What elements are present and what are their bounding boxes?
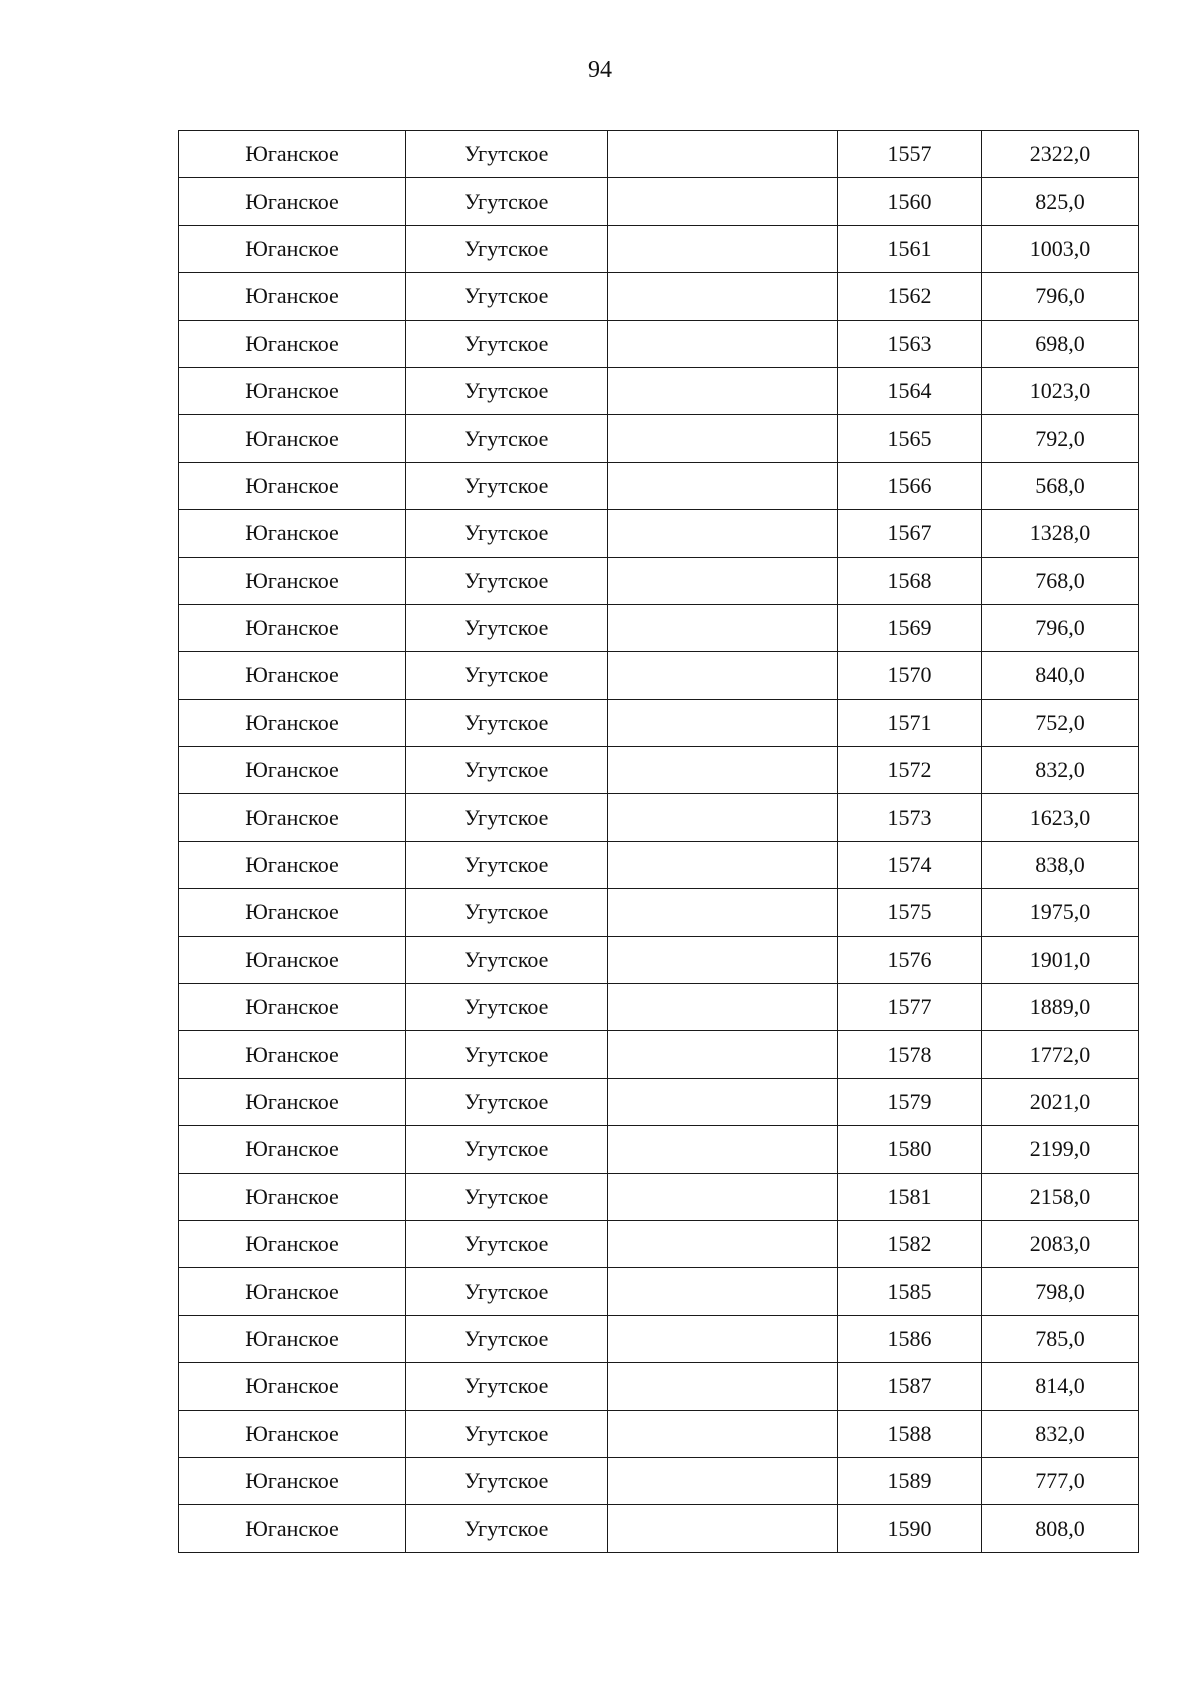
area-cell: Угутское bbox=[406, 889, 608, 936]
value-cell: 2322,0 bbox=[982, 131, 1139, 178]
table-row bbox=[179, 1220, 1139, 1267]
area-cell: Угутское bbox=[406, 1031, 608, 1078]
field-cell: Юганское bbox=[179, 1268, 406, 1315]
value-cell: 838,0 bbox=[982, 841, 1139, 888]
number-cell: 1569 bbox=[838, 604, 982, 651]
table-row bbox=[179, 415, 1139, 462]
value-cell: 2021,0 bbox=[982, 1078, 1139, 1125]
table-row bbox=[179, 1315, 1139, 1362]
value-cell: 1023,0 bbox=[982, 367, 1139, 414]
field-cell: Юганское bbox=[179, 557, 406, 604]
note-cell bbox=[608, 1078, 838, 1125]
area-cell: Угутское bbox=[406, 178, 608, 225]
area-cell: Угутское bbox=[406, 273, 608, 320]
value-cell: 808,0 bbox=[982, 1505, 1139, 1552]
number-cell: 1575 bbox=[838, 889, 982, 936]
note-cell bbox=[608, 1363, 838, 1410]
area-cell: Угутское bbox=[406, 1410, 608, 1457]
field-cell: Юганское bbox=[179, 367, 406, 414]
number-cell: 1577 bbox=[838, 984, 982, 1031]
note-cell bbox=[608, 652, 838, 699]
field-cell: Юганское bbox=[179, 1220, 406, 1267]
number-cell: 1563 bbox=[838, 320, 982, 367]
table-row bbox=[179, 1078, 1139, 1125]
table-row bbox=[179, 273, 1139, 320]
note-cell bbox=[608, 794, 838, 841]
value-cell: 1003,0 bbox=[982, 225, 1139, 272]
table-row bbox=[179, 1268, 1139, 1315]
value-cell: 796,0 bbox=[982, 273, 1139, 320]
value-cell: 785,0 bbox=[982, 1315, 1139, 1362]
area-cell: Угутское bbox=[406, 557, 608, 604]
field-cell: Юганское bbox=[179, 1031, 406, 1078]
area-cell: Угутское bbox=[406, 841, 608, 888]
value-cell: 792,0 bbox=[982, 415, 1139, 462]
number-cell: 1573 bbox=[838, 794, 982, 841]
field-cell: Юганское bbox=[179, 462, 406, 509]
table-row bbox=[179, 1173, 1139, 1220]
value-cell: 825,0 bbox=[982, 178, 1139, 225]
value-cell: 2083,0 bbox=[982, 1220, 1139, 1267]
number-cell: 1568 bbox=[838, 557, 982, 604]
field-cell: Юганское bbox=[179, 131, 406, 178]
field-cell: Юганское bbox=[179, 510, 406, 557]
area-cell: Угутское bbox=[406, 320, 608, 367]
area-cell: Угутское bbox=[406, 699, 608, 746]
note-cell bbox=[608, 747, 838, 794]
note-cell bbox=[608, 1457, 838, 1504]
area-cell: Угутское bbox=[406, 1268, 608, 1315]
table-row bbox=[179, 178, 1139, 225]
page-number: 94 bbox=[588, 57, 612, 83]
field-cell: Юганское bbox=[179, 1126, 406, 1173]
value-cell: 798,0 bbox=[982, 1268, 1139, 1315]
note-cell bbox=[608, 1126, 838, 1173]
value-cell: 1623,0 bbox=[982, 794, 1139, 841]
table-row bbox=[179, 510, 1139, 557]
field-cell: Юганское bbox=[179, 747, 406, 794]
field-cell: Юганское bbox=[179, 984, 406, 1031]
value-cell: 777,0 bbox=[982, 1457, 1139, 1504]
note-cell bbox=[608, 889, 838, 936]
field-cell: Юганское bbox=[179, 1315, 406, 1362]
field-cell: Юганское bbox=[179, 604, 406, 651]
field-cell: Юганское bbox=[179, 652, 406, 699]
note-cell bbox=[608, 699, 838, 746]
area-cell: Угутское bbox=[406, 1126, 608, 1173]
number-cell: 1587 bbox=[838, 1363, 982, 1410]
note-cell bbox=[608, 604, 838, 651]
field-cell: Юганское bbox=[179, 936, 406, 983]
value-cell: 814,0 bbox=[982, 1363, 1139, 1410]
note-cell bbox=[608, 131, 838, 178]
value-cell: 1889,0 bbox=[982, 984, 1139, 1031]
field-cell: Юганское bbox=[179, 225, 406, 272]
area-cell: Угутское bbox=[406, 1220, 608, 1267]
note-cell bbox=[608, 225, 838, 272]
area-cell: Угутское bbox=[406, 415, 608, 462]
number-cell: 1588 bbox=[838, 1410, 982, 1457]
number-cell: 1564 bbox=[838, 367, 982, 414]
table-row bbox=[179, 131, 1139, 178]
note-cell bbox=[608, 273, 838, 320]
value-cell: 768,0 bbox=[982, 557, 1139, 604]
field-cell: Юганское bbox=[179, 1410, 406, 1457]
number-cell: 1570 bbox=[838, 652, 982, 699]
table-row bbox=[179, 936, 1139, 983]
area-cell: Угутское bbox=[406, 604, 608, 651]
value-cell: 832,0 bbox=[982, 747, 1139, 794]
value-cell: 698,0 bbox=[982, 320, 1139, 367]
number-cell: 1589 bbox=[838, 1457, 982, 1504]
table-row bbox=[179, 1457, 1139, 1504]
area-cell: Угутское bbox=[406, 462, 608, 509]
table-row bbox=[179, 1410, 1139, 1457]
note-cell bbox=[608, 320, 838, 367]
table-row bbox=[179, 841, 1139, 888]
table-row bbox=[179, 984, 1139, 1031]
note-cell bbox=[608, 462, 838, 509]
note-cell bbox=[608, 984, 838, 1031]
number-cell: 1590 bbox=[838, 1505, 982, 1552]
table-row bbox=[179, 889, 1139, 936]
note-cell bbox=[608, 1410, 838, 1457]
number-cell: 1574 bbox=[838, 841, 982, 888]
table-row bbox=[179, 1126, 1139, 1173]
field-cell: Юганское bbox=[179, 1363, 406, 1410]
area-cell: Угутское bbox=[406, 1315, 608, 1362]
area-cell: Угутское bbox=[406, 510, 608, 557]
table-body bbox=[179, 131, 1139, 1553]
note-cell bbox=[608, 1173, 838, 1220]
value-cell: 1772,0 bbox=[982, 1031, 1139, 1078]
table-row bbox=[179, 462, 1139, 509]
note-cell bbox=[608, 1268, 838, 1315]
value-cell: 796,0 bbox=[982, 604, 1139, 651]
table-row bbox=[179, 652, 1139, 699]
value-cell: 832,0 bbox=[982, 1410, 1139, 1457]
area-cell: Угутское bbox=[406, 1363, 608, 1410]
table-row bbox=[179, 225, 1139, 272]
field-cell: Юганское bbox=[179, 273, 406, 320]
number-cell: 1572 bbox=[838, 747, 982, 794]
field-cell: Юганское bbox=[179, 699, 406, 746]
number-cell: 1565 bbox=[838, 415, 982, 462]
field-cell: Юганское bbox=[179, 1173, 406, 1220]
value-cell: 2158,0 bbox=[982, 1173, 1139, 1220]
number-cell: 1561 bbox=[838, 225, 982, 272]
area-cell: Угутское bbox=[406, 794, 608, 841]
field-cell: Юганское bbox=[179, 841, 406, 888]
field-cell: Юганское bbox=[179, 1505, 406, 1552]
value-cell: 1975,0 bbox=[982, 889, 1139, 936]
table-row bbox=[179, 699, 1139, 746]
number-cell: 1562 bbox=[838, 273, 982, 320]
table-row bbox=[179, 794, 1139, 841]
value-cell: 2199,0 bbox=[982, 1126, 1139, 1173]
table-row bbox=[179, 367, 1139, 414]
note-cell bbox=[608, 841, 838, 888]
field-cell: Юганское bbox=[179, 415, 406, 462]
number-cell: 1579 bbox=[838, 1078, 982, 1125]
number-cell: 1586 bbox=[838, 1315, 982, 1362]
note-cell bbox=[608, 415, 838, 462]
value-cell: 752,0 bbox=[982, 699, 1139, 746]
area-cell: Угутское bbox=[406, 1078, 608, 1125]
area-cell: Угутское bbox=[406, 1457, 608, 1504]
table-row bbox=[179, 320, 1139, 367]
number-cell: 1560 bbox=[838, 178, 982, 225]
note-cell bbox=[608, 936, 838, 983]
value-cell: 840,0 bbox=[982, 652, 1139, 699]
area-cell: Угутское bbox=[406, 1505, 608, 1552]
value-cell: 568,0 bbox=[982, 462, 1139, 509]
note-cell bbox=[608, 1220, 838, 1267]
area-cell: Угутское bbox=[406, 936, 608, 983]
note-cell bbox=[608, 1505, 838, 1552]
data-table bbox=[178, 130, 1139, 1553]
number-cell: 1578 bbox=[838, 1031, 982, 1078]
number-cell: 1566 bbox=[838, 462, 982, 509]
number-cell: 1580 bbox=[838, 1126, 982, 1173]
number-cell: 1576 bbox=[838, 936, 982, 983]
table-row bbox=[179, 747, 1139, 794]
table-row bbox=[179, 1031, 1139, 1078]
value-cell: 1901,0 bbox=[982, 936, 1139, 983]
area-cell: Угутское bbox=[406, 652, 608, 699]
table-row bbox=[179, 1505, 1139, 1552]
table-row bbox=[179, 557, 1139, 604]
note-cell bbox=[608, 367, 838, 414]
field-cell: Юганское bbox=[179, 178, 406, 225]
note-cell bbox=[608, 1031, 838, 1078]
area-cell: Угутское bbox=[406, 225, 608, 272]
field-cell: Юганское bbox=[179, 889, 406, 936]
note-cell bbox=[608, 178, 838, 225]
number-cell: 1585 bbox=[838, 1268, 982, 1315]
note-cell bbox=[608, 510, 838, 557]
note-cell bbox=[608, 557, 838, 604]
field-cell: Юганское bbox=[179, 1457, 406, 1504]
number-cell: 1571 bbox=[838, 699, 982, 746]
area-cell: Угутское bbox=[406, 131, 608, 178]
field-cell: Юганское bbox=[179, 794, 406, 841]
area-cell: Угутское bbox=[406, 367, 608, 414]
field-cell: Юганское bbox=[179, 320, 406, 367]
area-cell: Угутское bbox=[406, 1173, 608, 1220]
number-cell: 1582 bbox=[838, 1220, 982, 1267]
table-row bbox=[179, 1363, 1139, 1410]
area-cell: Угутское bbox=[406, 747, 608, 794]
number-cell: 1567 bbox=[838, 510, 982, 557]
table-row bbox=[179, 604, 1139, 651]
value-cell: 1328,0 bbox=[982, 510, 1139, 557]
number-cell: 1581 bbox=[838, 1173, 982, 1220]
number-cell: 1557 bbox=[838, 131, 982, 178]
area-cell: Угутское bbox=[406, 984, 608, 1031]
note-cell bbox=[608, 1315, 838, 1362]
field-cell: Юганское bbox=[179, 1078, 406, 1125]
